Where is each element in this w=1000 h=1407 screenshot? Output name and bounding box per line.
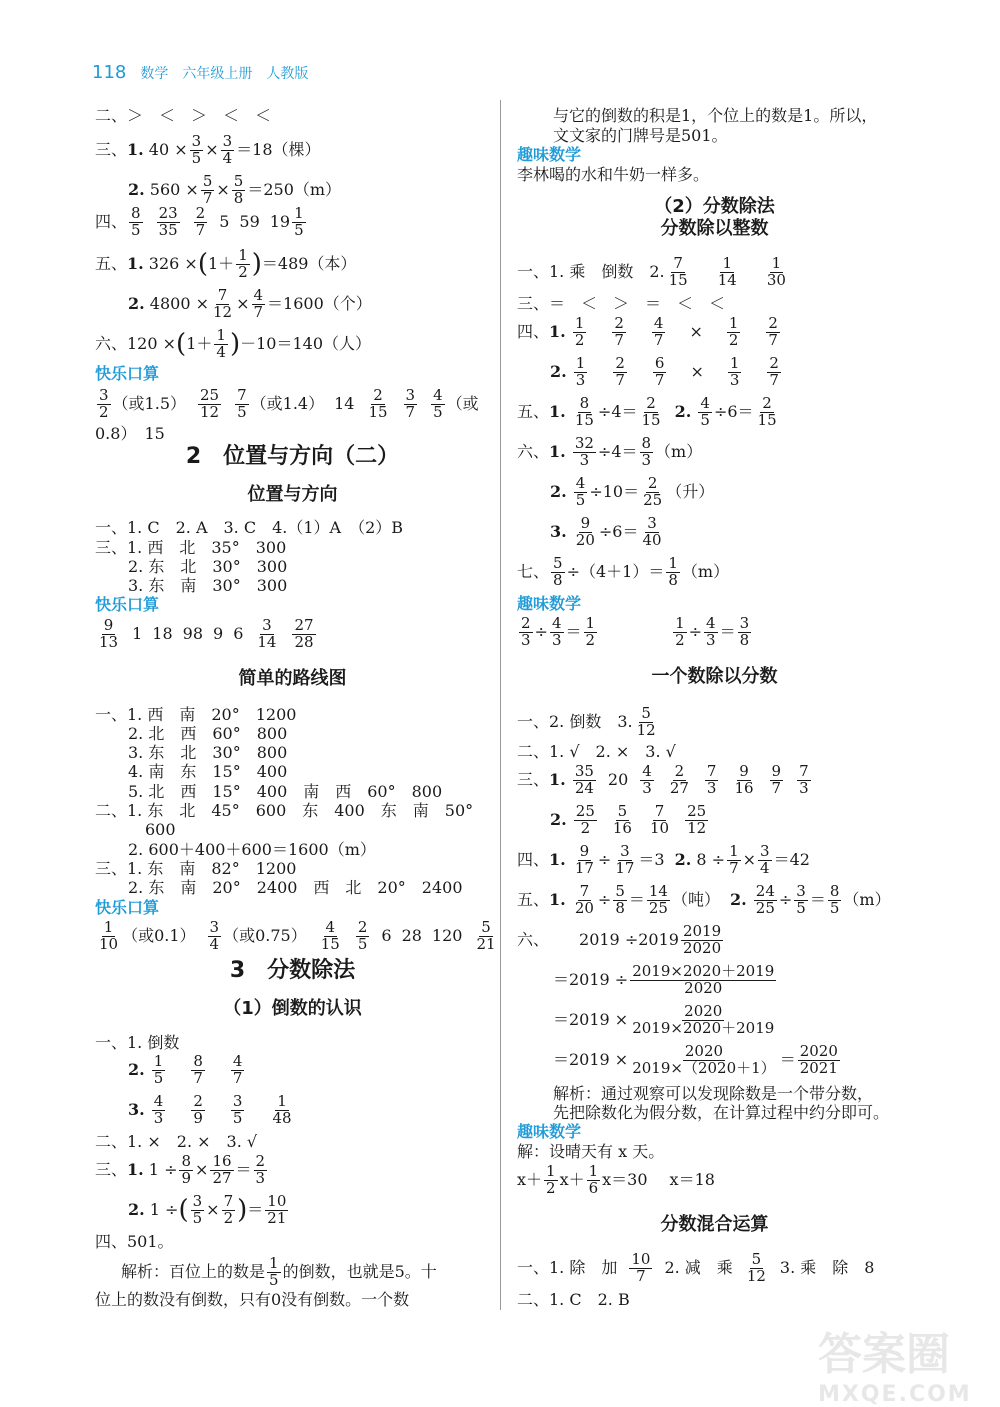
answer-line: 二、1. √ 2. × 3. √ <box>517 742 676 761</box>
answer-line: 2. $\frac{25}{2}$ $\frac{5}{16}$ $\frac{7}{10}$ $\frac{25}{12}$ <box>550 802 707 837</box>
answer-line: 一、1. 倒数 <box>95 1033 180 1052</box>
answer-line: 一、2. 倒数 3. $\frac{5}{12}$ <box>517 704 656 739</box>
answer-line: 三、1. 西 北 35° 300 <box>95 538 287 557</box>
answer-line: 七、 $\frac{5}{8}$ ÷（4＋1）＝ $\frac{1}{8}$ （m） <box>517 554 730 589</box>
answer-line: 2. 560 × $\frac{5}{7}$ × $\frac{5}{8}$ ＝250（m） <box>128 172 342 207</box>
analysis-text: 解析：百位上的数是 <box>121 1262 266 1282</box>
answer-line: 四、 1. $\frac{9}{17}$ ÷ $\frac{3}{17}$ ＝3 2. 8 ÷ $\frac{1}{7}$ × $\frac{3}{4}$ ＝42 <box>517 842 810 877</box>
section-label: 快乐口算 <box>95 595 160 614</box>
answer-text: 3. 乘 除 8 <box>779 1258 875 1278</box>
answer-line: 3. 东 北 30° 800 <box>128 743 288 762</box>
answer-line: 5. 北 西 15° 400 南 西 60° 800 <box>128 782 443 801</box>
section-title: （1）倒数的认识 <box>223 998 362 1019</box>
answer-line: 三、1. 东 南 82° 1200 <box>95 859 297 878</box>
section-label: 趣味数学 <box>517 145 582 164</box>
answer-line: 2. $\frac{1}{5}$ $\frac{8}{7}$ $\frac{4}{7}$ <box>128 1052 243 1087</box>
answer-line: 2. 东 北 30° 300 <box>128 557 288 576</box>
answer-line: 二、1. C 2. B <box>517 1290 630 1309</box>
answer-line: 3. 东 南 30° 300 <box>128 576 288 595</box>
answer-text: 2. 减 乘 <box>664 1258 733 1278</box>
answer-line: 一、1. C 2. A 3. C 4.（1）A （2）B <box>95 518 404 537</box>
answer-line: $\frac{3}{2}$ （或1.5） $\frac{25}{12}$ $\frac{7}{5}$ （或1.4） 14 $\frac{2}{15}$ $\frac{3}{7}$ $\frac{4}{5}$ （或 <box>99 386 479 421</box>
section-title: 简单的路线图 <box>238 668 347 689</box>
analysis-line: 先把除数化为假分数，在计算过程中约分即可。 <box>553 1103 890 1122</box>
section-title: 分数除以整数 <box>660 218 769 239</box>
answer-line: x＋ $\frac{1}{2}$ x＋ $\frac{1}{6}$ x＝30 x＝18 <box>517 1162 715 1197</box>
answer-line: 李林喝的水和牛奶一样多。 <box>517 165 710 184</box>
answer-line: 二、1. 东 北 45° 600 东 400 东 南 50° <box>95 801 474 820</box>
answer-line: 0.8） 15 <box>95 424 165 443</box>
answer-line: 五、 1. 326 × ( 1＋ $\frac{1}{2}$ ) ＝489（本） <box>95 246 357 281</box>
answer-line: ＝2019 × $\frac{2020}{2019\times 2020+2019}$ <box>553 1002 775 1037</box>
answer-line: 三、＝ ＜ ＞ ＝ ＜ ＜ <box>517 294 726 313</box>
page-header <box>92 62 308 83</box>
answer-line: $\frac{9}{13}$ 1 18 98 9 6 $\frac{3}{14}$ $\frac{27}{28}$ <box>99 616 314 651</box>
answer-line: 2. 北 西 60° 800 <box>128 724 288 743</box>
section-label: 趣味数学 <box>517 594 582 613</box>
section-label: 趣味数学 <box>517 1122 582 1141</box>
watermark-logo <box>818 1318 988 1407</box>
answer-line: 五、 1. $\frac{7}{20}$ ÷ $\frac{5}{8}$ ＝ $\frac{14}{25}$ （吨） 2. $\frac{24}{25}$ ÷ $\frac{3}{5}$ ＝ $\frac{8}{5}$ （m） <box>517 882 891 917</box>
section-label: 快乐口算 <box>95 364 160 383</box>
answer-line: 3. $\frac{9}{20}$ ÷6＝ $\frac{3}{40}$ <box>550 514 662 549</box>
grade: 六年级上册 <box>182 66 253 82</box>
answer-line: 六、120 × ( 1＋ $\frac{1}{4}$ ) －10＝140（人） <box>95 326 371 361</box>
analysis-text: 的倒数，也就是5。十 <box>282 1262 437 1282</box>
edition: 人教版 <box>266 66 309 82</box>
answer-line: 三、 1. 1 ÷ $\frac{8}{9}$ × $\frac{16}{27}$ ＝ $\frac{2}{3}$ <box>95 1152 266 1187</box>
answer-line: 4. 南 东 15° 400 <box>128 762 288 781</box>
watermark-text: 答案圈 <box>818 1329 950 1380</box>
answer-line: 一、1. 乘 倒数 2. $\frac{7}{15}$ $\frac{1}{14}$ $\frac{1}{30}$ <box>517 254 786 289</box>
answer-line: 五、 1. $\frac{8}{15}$ ÷4＝ $\frac{2}{15}$ 2. $\frac{4}{5}$ ÷6＝ $\frac{2}{15}$ <box>517 394 777 429</box>
answer-line: 四、501。 <box>95 1232 174 1251</box>
answer-line: ＝2019 × $\frac{2020}{2019\times(2020+1)}$ ＝ $\frac{2020}{2021}$ <box>553 1042 838 1077</box>
page-number: 118 <box>92 62 127 83</box>
answer-line: 2. 东 南 20° 2400 西 北 20° 2400 <box>128 878 463 897</box>
column-divider <box>500 100 501 1310</box>
answer-line: ＝2019 ÷ $\frac{2019\times 2020+2019}{2020}$ <box>553 962 775 997</box>
watermark-url: MXQE.COM <box>818 1382 972 1407</box>
answer-line: 二、1. × 2. × 3. √ <box>95 1132 258 1151</box>
answer-line: $\frac{1}{10}$ （或0.1） $\frac{3}{4}$ （或0.75） $\frac{4}{15}$ $\frac{2}{5}$ 6 28 120 $\frac{5}{21}$ <box>99 918 496 953</box>
chapter-title: 2 位置与方向（二） <box>185 444 400 469</box>
answer-text: 一、1. 除 加 <box>517 1258 618 1278</box>
analysis-line: 与它的倒数的积是1，个位上的数是1。所以， <box>553 106 878 125</box>
analysis-line: 位上的数没有倒数，只有0没有倒数。一个数 <box>95 1290 410 1309</box>
answer-line: 三、 1. $\frac{35}{24}$ 20 $\frac{4}{3}$ $\frac{2}{27}$ $\frac{7}{3}$ $\frac{9}{16}$ $\frac{9}{7}$ $\frac{7}{3}$ <box>517 762 809 797</box>
analysis-line: 解析：百位上的数是 $\frac{1}{5}$ 的倒数，也就是5。十 <box>121 1254 437 1289</box>
analysis-line: 解析：通过观察可以发现除数是一个带分数， <box>553 1084 874 1103</box>
analysis-line: 文文家的门牌号是501。 <box>553 126 728 145</box>
answer-line: 四、 1. $\frac{1}{2}$ $\frac{2}{7}$ $\frac{4}{7}$ × $\frac{1}{2}$ $\frac{2}{7}$ <box>517 314 778 349</box>
subject: 数学 <box>140 66 169 82</box>
answer-text: 一、1. 乘 倒数 2. <box>517 262 665 282</box>
answer-line: 二、＞ ＜ ＞ ＜ ＜ <box>95 106 272 125</box>
answer-text: 一、2. 倒数 3. <box>517 712 633 732</box>
section-title: 一个数除以分数 <box>651 666 778 687</box>
section-title: 分数混合运算 <box>660 1214 769 1235</box>
answer-line: 解：设晴天有 x 天。 <box>517 1142 665 1161</box>
answer-line: 一、1. 西 南 20° 1200 <box>95 705 297 724</box>
section-label: 快乐口算 <box>95 898 160 917</box>
answer-line: 三、 1. 40 × $\frac{3}{5}$ × $\frac{3}{4}$ ＝18（棵） <box>95 132 321 167</box>
answer-line: $\frac{2}{3}$ ÷ $\frac{4}{3}$ ＝ $\frac{1}{2}$ $\frac{1}{2}$ ÷ $\frac{4}{3}$ ＝ $\frac{3}{8}$ <box>521 614 750 649</box>
answer-line: 2. $\frac{1}{3}$ $\frac{2}{7}$ $\frac{6}{7}$ × $\frac{1}{3}$ $\frac{2}{7}$ <box>550 354 779 389</box>
answer-line: 六、 2019 ÷2019 $\frac{2019}{2020}$ <box>517 922 722 957</box>
answer-line: 2. 1 ÷ ( $\frac{3}{5}$ × $\frac{7}{2}$ ) ＝ $\frac{10}{21}$ <box>128 1192 287 1227</box>
answer-line: 3. $\frac{4}{3}$ $\frac{2}{9}$ $\frac{3}{5}$ $\frac{1}{48}$ <box>128 1092 292 1127</box>
answer-line: 2. $\frac{4}{5}$ ÷10＝ $\frac{2}{25}$ （升） <box>550 474 715 509</box>
section-title: 位置与方向 <box>247 484 338 505</box>
answer-line: 四、 $\frac{8}{5}$ $\frac{23}{35}$ $\frac{2}{7}$ 5 59 19 $\frac{1}{5}$ <box>95 204 304 239</box>
section-title: （2）分数除法 <box>654 196 775 217</box>
chapter-title: 3 分数除法 <box>229 958 356 983</box>
answer-line: 一、1. 除 加 $\frac{10}{7}$ 2. 减 乘 $\frac{5}{12}$ 3. 乘 除 8 <box>517 1250 875 1285</box>
answer-line: 600 <box>145 820 176 839</box>
answer-line: 六、 1. $\frac{32}{3}$ ÷4＝ $\frac{8}{3}$ （m） <box>517 434 703 469</box>
answer-line: 2. 600＋400＋600＝1600（m） <box>128 840 376 859</box>
answer-line: 2. 4800 × $\frac{7}{12}$ × $\frac{4}{7}$ ＝1600（个） <box>128 286 372 321</box>
